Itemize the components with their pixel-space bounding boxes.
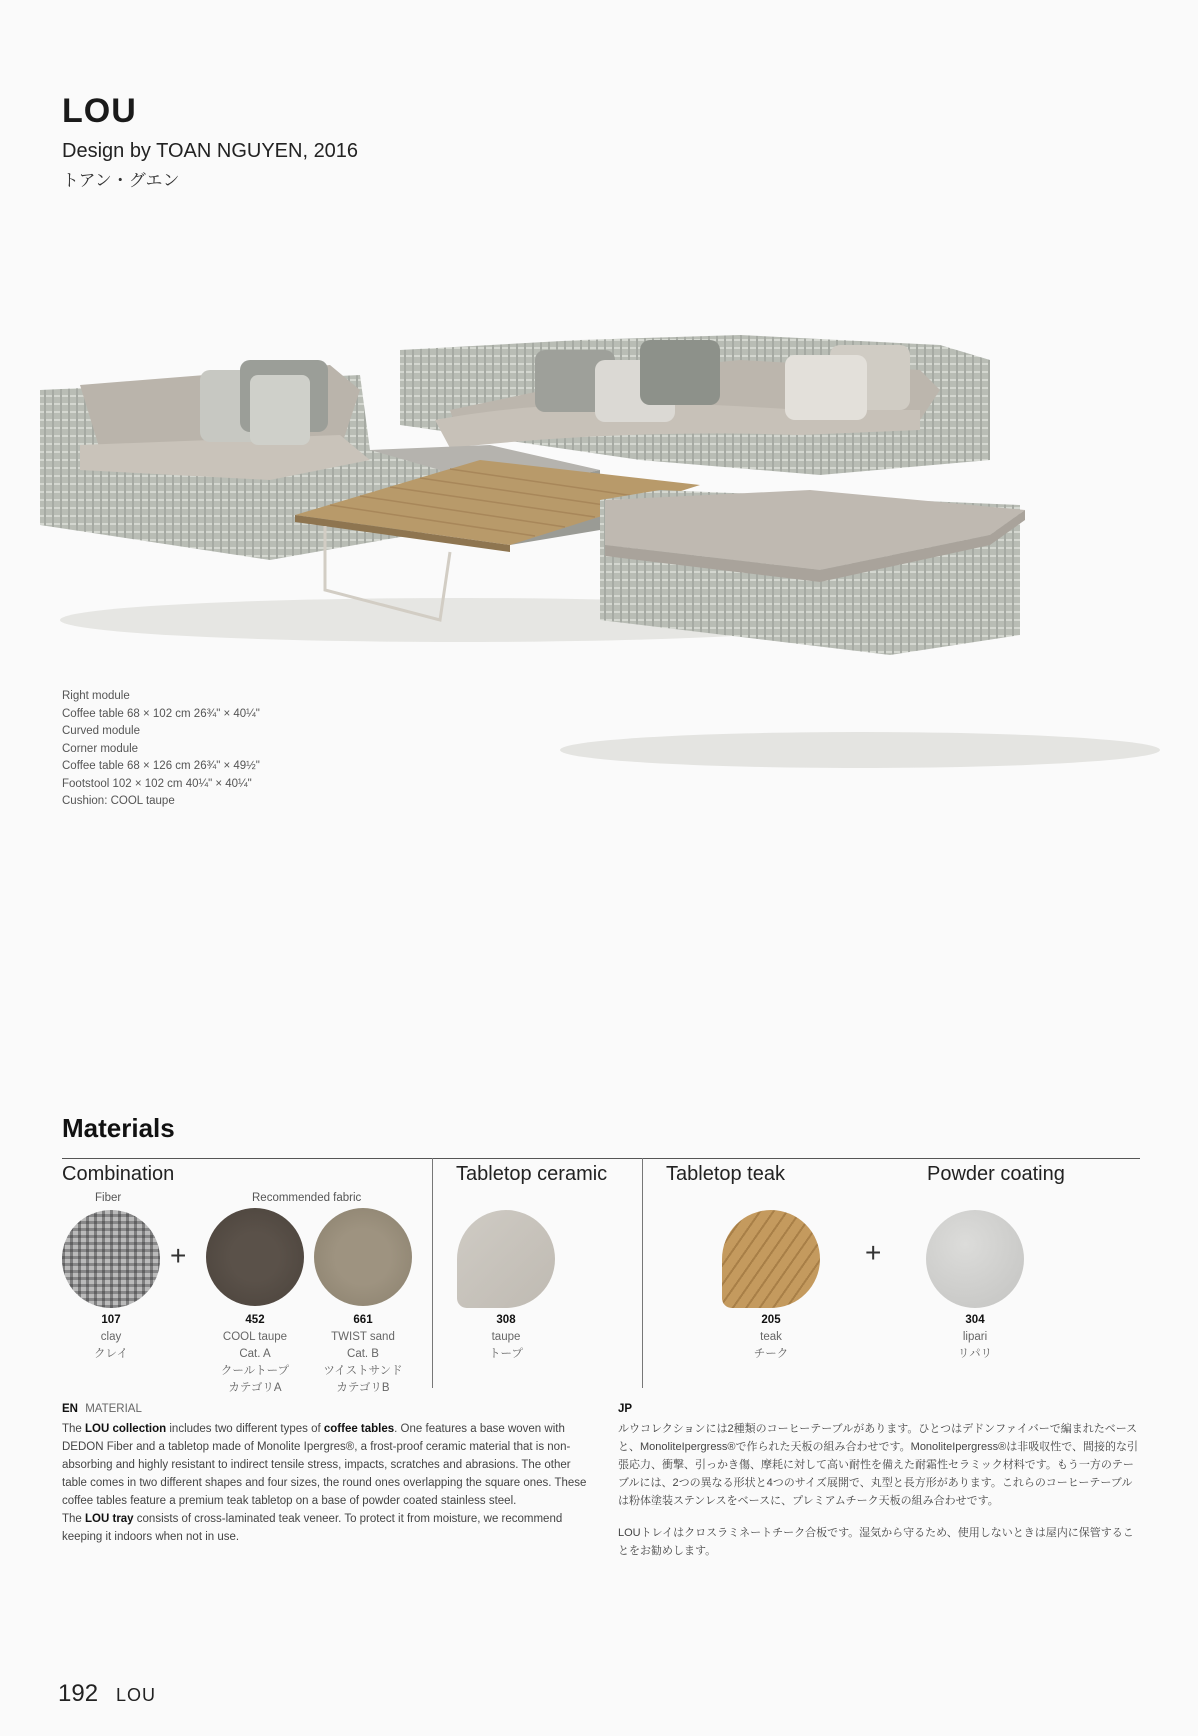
designer-credit: Design by TOAN NGUYEN, 2016 [62,140,359,162]
swatch-name: lipari [962,1331,988,1343]
en-label-bold: EN [62,1403,78,1415]
designer-credit-jp: トアン・グエン [62,171,180,190]
swatch-code: 452 [245,1314,265,1326]
swatch-name-jp: ツイストサンド [323,1365,403,1377]
fabric-twist-sand-swatch [314,1208,412,1306]
swatch-label-308 [441,1312,571,1363]
jp-paragraph: LOUトレイはクロスラミネートチーク合板です。湿気から守るため、使用しないときは屋内に保管することをお勧めします。 [618,1527,1134,1557]
swatch-name-jp: クレイ [94,1348,128,1360]
swatch-name-jp: トープ [489,1348,523,1360]
swatch-label-205 [706,1312,836,1363]
swatch-name: TWIST sand [331,1331,395,1343]
powder-lipari-swatch [926,1210,1024,1308]
ceramic-taupe-swatch [457,1210,555,1308]
jp-label [618,1403,632,1415]
section-divider [642,1158,643,1388]
caption-line: Corner module [62,742,139,755]
photo-caption [62,688,260,811]
caption-line: Right module [62,690,130,702]
text-span: includes two different types of [166,1423,324,1435]
swatch-category-jp: カテゴリB [336,1382,390,1394]
en-label-text: MATERIAL [85,1403,142,1415]
materials-title: Materials [62,1113,175,1143]
plus-sign: + [170,1240,187,1271]
en-body [62,1420,587,1546]
swatch-code: 205 [761,1314,781,1326]
fabric-cool-taupe-swatch [206,1208,304,1306]
fiber-weave-overlay [62,1210,160,1308]
page-number: 192 [58,1680,99,1707]
swatch-name-jp: クールトープ [220,1365,290,1377]
footer-section: LOU [116,1685,157,1705]
teak-heading: Tabletop teak [666,1163,785,1185]
text-bold: LOU tray [85,1513,134,1525]
swatch-code: 308 [496,1314,516,1326]
text-bold: coffee tables [323,1423,395,1435]
caption-line: Footstool 102 × 102 cm 40¼" × 40¼" [62,777,252,790]
powder-heading: Powder coating [927,1163,1065,1185]
swatch-name: teak [760,1331,782,1343]
jp-body [618,1420,1138,1560]
swatch-label-661 [298,1312,428,1397]
text-span: . One features a base woven with DEDON Fiber and a tabletop made of Monolite Ipergres®, a frost-proof ceramic material that is non-absorbing and highly resistant to indirect tensile stress, impacts, scratches and abrasions. The other table comes in two different shapes and four sizes, the round ones overlapping the square ones. These coffee tables feature a premium teak tabletop on a base of powder coated stainless steel. [62,1423,587,1507]
swatch-name: taupe [491,1331,521,1343]
caption-line: Curved module [62,725,140,737]
swatch-label-304 [910,1312,1040,1363]
caption-line: Coffee table 68 × 102 cm 26¾" × 40¼" [62,707,260,720]
swatch-name-jp: チーク [753,1348,789,1360]
swatch-name: COOL taupe [222,1331,288,1343]
en-paragraph [62,1510,587,1546]
text-bold: LOU collection [85,1423,167,1435]
swatch-category: Cat. A [239,1348,271,1360]
text-span: The [62,1423,86,1435]
swatch-label-107 [46,1312,176,1363]
combination-heading: Combination [62,1163,175,1185]
page-footer [58,1680,156,1708]
jp-label-bold: JP [618,1403,633,1415]
text-span: The [62,1513,86,1525]
swatch-name-jp: リパリ [957,1348,993,1360]
swatch-category: Cat. B [347,1348,379,1360]
ceramic-heading: Tabletop ceramic [456,1163,608,1185]
swatch-name: clay [100,1331,122,1343]
caption-line: Cushion: COOL taupe [62,795,175,807]
jp-paragraph: ルウコレクションには2種類のコーヒーテーブルがあります。ひとつはデドンファイバーで編まれたベースと、MonoliteIpergress®で作られた天板の組み合わせです。MonoliteIpergress®は非吸収性で、間接的な引張応力、衝撃、引っかき傷、摩耗に対して高い耐性を備えた耐霜性セラミック材料です。もう一方のテーブルには、2つの異なる形状と4つのサイズ展開で、丸型と長方形があります。これらのコーヒーテーブルは粉体塗装ステンレスをベースに、プレミアムチーク天板の組み合わせです。 [618,1423,1138,1507]
text-span: consists of cross-laminated teak veneer. To protect it from moisture, we recommend keeping it indoors when not in use. [62,1513,563,1543]
materials-rule [62,1158,1140,1159]
fiber-label: Fiber [95,1192,122,1204]
teak-swatch [722,1210,820,1308]
fabric-label: Recommended fabric [252,1192,362,1204]
page-title: LOU [62,92,137,130]
en-label [62,1403,142,1415]
section-divider [432,1158,433,1388]
plus-sign: + [865,1237,882,1268]
swatch-code: 661 [353,1314,373,1326]
swatch-code: 107 [101,1314,121,1326]
swatch-code: 304 [965,1314,985,1326]
caption-line: Coffee table 68 × 126 cm 26¾" × 49½" [62,760,260,772]
swatch-category-jp: カテゴリA [228,1382,282,1394]
en-paragraph [62,1420,587,1510]
